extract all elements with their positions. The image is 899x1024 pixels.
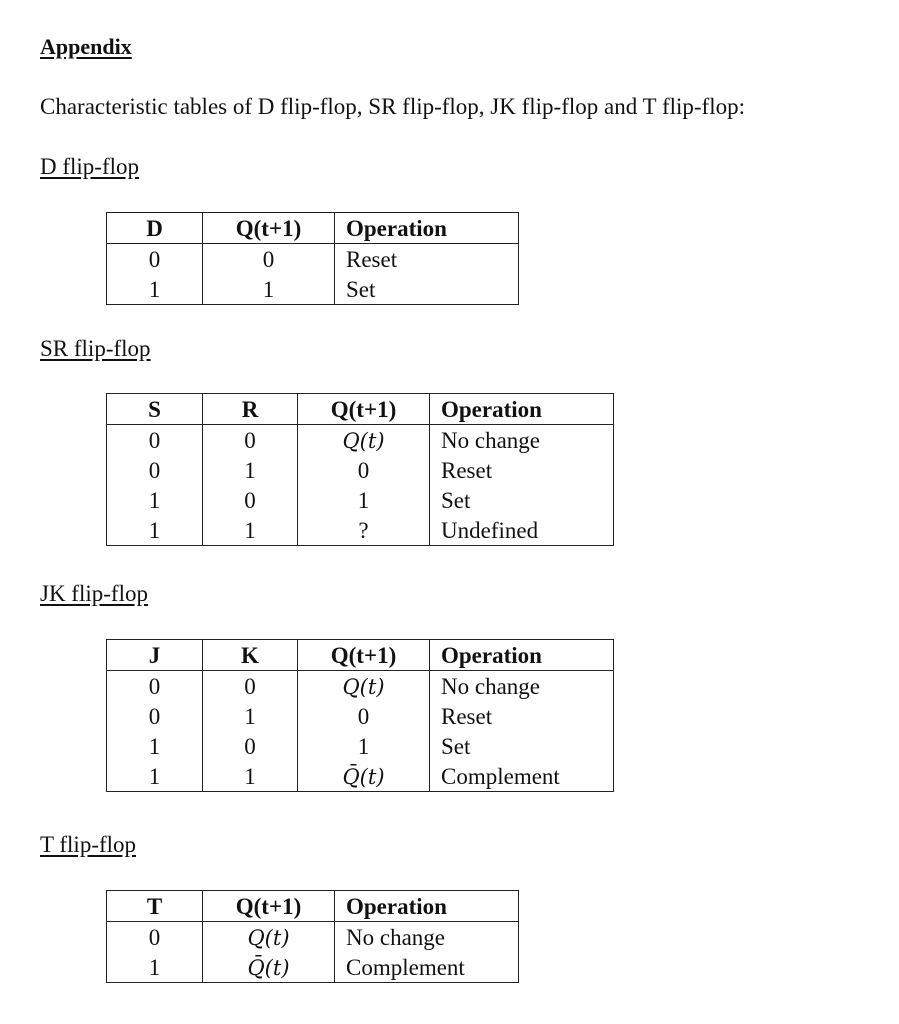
table-header-row xyxy=(107,394,614,425)
table-cell: 0 xyxy=(107,455,203,485)
table-cell: 0 xyxy=(203,485,298,515)
table-cell: 0 xyxy=(203,671,298,702)
table-cell: ? xyxy=(298,515,430,546)
column-header: T xyxy=(107,891,203,922)
table-cell: 1 xyxy=(298,731,430,761)
table-cell: 0 xyxy=(298,701,430,731)
sr-flipflop-title: SR flip-flop xyxy=(40,336,151,361)
table-cell: 1 xyxy=(203,455,298,485)
table-cell: 1 xyxy=(107,485,203,515)
table-cell: Set xyxy=(430,485,614,515)
table-cell: Reset xyxy=(335,244,519,275)
table-cell: 0 xyxy=(203,425,298,456)
table-cell: 1 xyxy=(107,515,203,546)
table-cell: Q(t) xyxy=(298,671,430,702)
column-header: S xyxy=(107,394,203,425)
table-cell: 1 xyxy=(107,274,203,305)
table-row xyxy=(107,425,614,456)
sr-flipflop-table xyxy=(106,393,614,546)
table-row xyxy=(107,515,614,546)
table-cell: Q̄(t) xyxy=(203,952,335,983)
table-cell: 0 xyxy=(107,425,203,456)
column-header: R xyxy=(203,394,298,425)
table-cell: 1 xyxy=(203,274,335,305)
table-cell: 1 xyxy=(107,952,203,983)
table-row xyxy=(107,244,519,275)
table-cell: No change xyxy=(430,671,614,702)
table-row xyxy=(107,455,614,485)
table-cell: Undefined xyxy=(430,515,614,546)
table-row xyxy=(107,485,614,515)
table-cell: 0 xyxy=(203,731,298,761)
table-cell: 1 xyxy=(298,485,430,515)
table-header-row xyxy=(107,213,519,244)
intro-text: Characteristic tables of D flip-flop, SR flip-flop, JK flip-flop and T flip-flop: xyxy=(40,94,745,119)
column-header: Operation xyxy=(335,891,519,922)
jk-flipflop-title: JK flip-flop xyxy=(40,581,148,606)
table-cell: 0 xyxy=(107,922,203,953)
table-header-row xyxy=(107,640,614,671)
table-row xyxy=(107,761,614,792)
table-row xyxy=(107,671,614,702)
table-row xyxy=(107,731,614,761)
table-cell: Q̄(t) xyxy=(298,761,430,792)
table-cell: Set xyxy=(335,274,519,305)
table-cell: 1 xyxy=(107,731,203,761)
column-header: D xyxy=(107,213,203,244)
column-header: Operation xyxy=(430,394,614,425)
column-header: K xyxy=(203,640,298,671)
table-row xyxy=(107,952,519,983)
table-cell: 0 xyxy=(203,244,335,275)
column-header: Q(t+1) xyxy=(298,640,430,671)
table-cell: 1 xyxy=(203,701,298,731)
table-cell: 1 xyxy=(203,515,298,546)
table-cell: 0 xyxy=(107,701,203,731)
table-cell: Complement xyxy=(430,761,614,792)
column-header: Q(t+1) xyxy=(203,891,335,922)
table-cell: Reset xyxy=(430,455,614,485)
table-cell: No change xyxy=(430,425,614,456)
table-row xyxy=(107,274,519,305)
table-cell: Q(t) xyxy=(203,922,335,953)
table-cell: Set xyxy=(430,731,614,761)
t-flipflop-table xyxy=(106,890,519,983)
d-flipflop-table xyxy=(106,212,519,305)
d-flipflop-title: D flip-flop xyxy=(40,154,140,179)
table-cell: Complement xyxy=(335,952,519,983)
table-row xyxy=(107,922,519,953)
table-cell: 1 xyxy=(203,761,298,792)
column-header: Operation xyxy=(430,640,614,671)
jk-flipflop-table xyxy=(106,639,614,792)
table-cell: 0 xyxy=(107,671,203,702)
table-row xyxy=(107,701,614,731)
t-flipflop-title: T flip-flop xyxy=(40,832,137,857)
appendix-heading: Appendix xyxy=(40,34,132,59)
table-cell: No change xyxy=(335,922,519,953)
table-cell: Reset xyxy=(430,701,614,731)
column-header: Q(t+1) xyxy=(203,213,335,244)
column-header: J xyxy=(107,640,203,671)
table-header-row xyxy=(107,891,519,922)
column-header: Operation xyxy=(335,213,519,244)
table-cell: Q(t) xyxy=(298,425,430,456)
table-cell: 0 xyxy=(107,244,203,275)
table-cell: 0 xyxy=(298,455,430,485)
table-cell: 1 xyxy=(107,761,203,792)
column-header: Q(t+1) xyxy=(298,394,430,425)
